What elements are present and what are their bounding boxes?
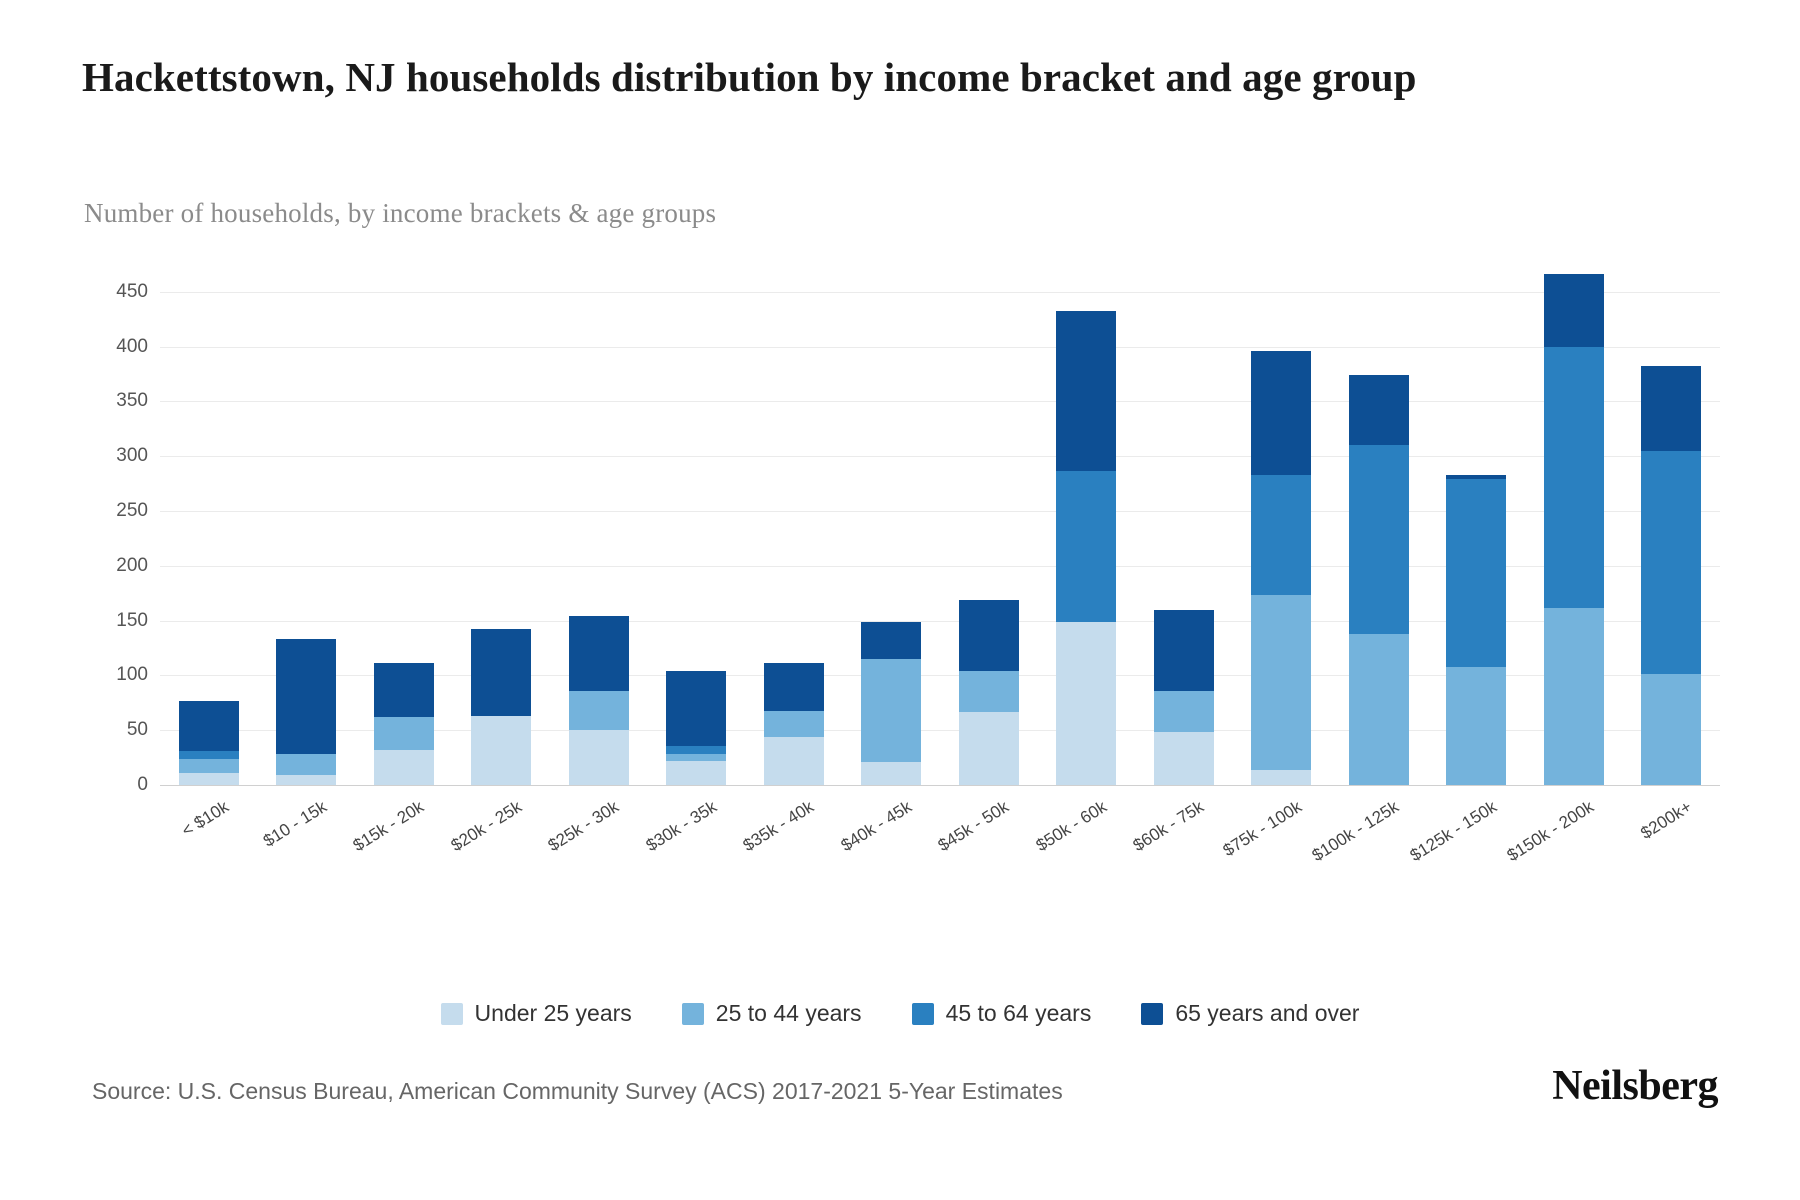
y-axis-tick-label: 450	[116, 280, 148, 302]
bar-segment[interactable]	[1349, 634, 1409, 785]
bar-segment[interactable]	[1544, 347, 1604, 608]
bar-segment[interactable]	[959, 671, 1019, 712]
x-axis-tick-label: $35k - 40k	[739, 797, 818, 856]
bar-segment[interactable]	[1641, 451, 1701, 675]
bar-segment[interactable]	[1056, 471, 1116, 622]
bar-segment[interactable]	[959, 600, 1019, 671]
bar-group[interactable]	[1544, 270, 1604, 785]
bar-group[interactable]	[1641, 270, 1701, 785]
y-axis-tick-label: 50	[126, 719, 148, 741]
page-subtitle: Number of households, by income brackets & age groups	[84, 198, 717, 228]
bar-segment[interactable]	[179, 773, 239, 785]
bar-segment[interactable]	[569, 730, 629, 785]
legend-swatch-icon	[912, 1003, 934, 1025]
legend-label: 25 to 44 years	[715, 1000, 862, 1026]
bar-group[interactable]	[959, 270, 1019, 785]
legend-swatch-icon	[682, 1003, 704, 1025]
bar-group[interactable]	[569, 270, 629, 785]
bar-segment[interactable]	[1154, 610, 1214, 691]
x-axis-tick-label: $100k - 125k	[1308, 797, 1403, 866]
x-axis-tick-label: $15k - 20k	[349, 797, 428, 856]
y-axis-tick-label: 400	[116, 335, 148, 357]
bar-group[interactable]	[764, 270, 824, 785]
x-axis-tick-label: $200k+	[1636, 797, 1695, 843]
bar-segment[interactable]	[471, 629, 531, 716]
bar-segment[interactable]	[1251, 595, 1311, 769]
legend-label: 45 to 64 years	[945, 1000, 1092, 1026]
x-axis-tick-label: $75k - 100k	[1219, 797, 1305, 861]
bar-segment[interactable]	[569, 616, 629, 691]
x-axis-line	[160, 785, 1720, 786]
bar-segment[interactable]	[666, 754, 726, 761]
x-axis-tick-label: $125k - 150k	[1406, 797, 1500, 866]
y-axis-tick-label: 0	[137, 774, 148, 795]
legend-item[interactable]	[912, 1000, 1092, 1027]
bar-segment[interactable]	[471, 716, 531, 785]
bar-segment[interactable]	[276, 775, 336, 785]
bar-segment[interactable]	[1544, 608, 1604, 786]
bar-group[interactable]	[1056, 270, 1116, 785]
x-axis-tick-label: $50k - 60k	[1032, 797, 1110, 856]
bar-segment[interactable]	[1641, 366, 1701, 450]
bar-segment[interactable]	[1154, 732, 1214, 785]
bar-segment[interactable]	[1446, 479, 1506, 666]
y-axis-tick-label: 200	[116, 554, 148, 576]
bar-group[interactable]	[861, 270, 921, 785]
bar-segment[interactable]	[861, 622, 921, 659]
x-axis-tick-label: $60k - 75k	[1129, 797, 1208, 856]
bar-segment[interactable]	[1349, 445, 1409, 633]
legend-swatch-icon	[441, 1003, 463, 1025]
legend-item[interactable]	[441, 1000, 632, 1027]
bar-group[interactable]	[1446, 270, 1506, 785]
bar-segment[interactable]	[861, 762, 921, 785]
bar-segment[interactable]	[179, 751, 239, 759]
x-axis-tick-label: $150k - 200k	[1503, 797, 1598, 866]
bar-segment[interactable]	[1251, 351, 1311, 475]
x-axis-tick-label: $20k - 25k	[447, 797, 525, 856]
bar-segment[interactable]	[1641, 674, 1701, 785]
bar-segment[interactable]	[1251, 770, 1311, 785]
bar-group[interactable]	[1154, 270, 1214, 785]
chart-legend	[0, 1000, 1800, 1027]
bar-segment[interactable]	[1154, 691, 1214, 733]
bar-segment[interactable]	[764, 711, 824, 737]
bar-segment[interactable]	[861, 659, 921, 762]
bar-segment[interactable]	[276, 639, 336, 754]
x-axis-tick-label: $10 - 15k	[259, 797, 330, 851]
x-axis-tick-label: < $10k	[178, 797, 233, 841]
legend-label: Under 25 years	[474, 1000, 632, 1026]
bar-segment[interactable]	[764, 663, 824, 710]
bar-segment[interactable]	[1056, 622, 1116, 785]
bar-segment[interactable]	[1349, 375, 1409, 445]
chart-plot-area	[116, 270, 1720, 866]
bar-segment[interactable]	[666, 746, 726, 755]
bar-group[interactable]	[179, 270, 239, 785]
bar-segment[interactable]	[1446, 475, 1506, 479]
legend-item[interactable]	[1141, 1000, 1359, 1027]
legend-item[interactable]	[682, 1000, 862, 1027]
page-title: Hackettstown, NJ households distribution by income bracket and age group	[82, 54, 1417, 100]
y-axis-tick-label: 150	[116, 609, 148, 631]
bar-group[interactable]	[666, 270, 726, 785]
bar-segment[interactable]	[1446, 667, 1506, 785]
x-axis-tick-label: $30k - 35k	[642, 797, 720, 856]
source-note: Source: U.S. Census Bureau, American Community Survey (ACS) 2017-2021 5-Year Estimates	[92, 1078, 1063, 1104]
bar-segment[interactable]	[764, 737, 824, 785]
brand-logo: Neilsberg	[1552, 1063, 1718, 1109]
bar-segment[interactable]	[1251, 475, 1311, 596]
bar-group[interactable]	[1349, 270, 1409, 785]
x-axis-tick-label: $45k - 50k	[934, 797, 1013, 856]
bar-segment[interactable]	[959, 712, 1019, 785]
bar-segment[interactable]	[179, 759, 239, 773]
y-axis-tick-label: 250	[116, 500, 148, 522]
bar-segment[interactable]	[666, 761, 726, 785]
bar-group[interactable]	[276, 270, 336, 785]
bar-segment[interactable]	[1544, 274, 1604, 346]
bar-segment[interactable]	[1056, 311, 1116, 471]
bar-segment[interactable]	[374, 750, 434, 785]
bar-segment[interactable]	[569, 691, 629, 730]
x-axis-tick-label: $25k - 30k	[544, 797, 623, 856]
y-axis-tick-label: 350	[116, 390, 148, 412]
bar-segment[interactable]	[276, 754, 336, 775]
bar-segment[interactable]	[374, 717, 434, 750]
bar-group[interactable]	[471, 270, 531, 785]
bar-segment[interactable]	[179, 701, 239, 751]
x-axis-tick-label: $40k - 45k	[837, 797, 915, 856]
legend-swatch-icon	[1141, 1003, 1163, 1025]
bar-group[interactable]	[1251, 270, 1311, 785]
bar-segment[interactable]	[666, 671, 726, 746]
y-axis-tick-label: 300	[116, 445, 148, 467]
bar-group[interactable]	[374, 270, 434, 785]
bar-segment[interactable]	[374, 663, 434, 717]
legend-label: 65 years and over	[1175, 1000, 1360, 1026]
y-axis-tick-label: 100	[116, 664, 148, 686]
